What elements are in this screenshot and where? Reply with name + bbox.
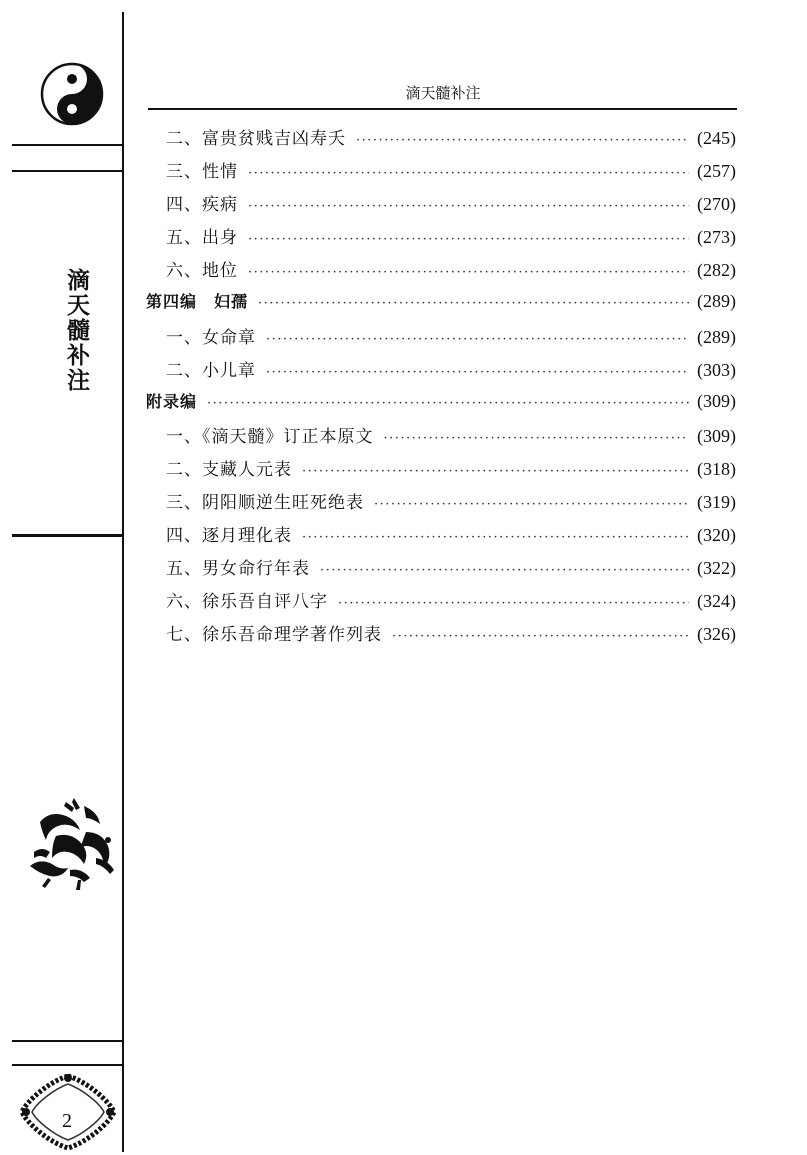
dot-leader xyxy=(248,232,689,247)
sidebar-rule-mid xyxy=(12,534,122,537)
sidebar-book-title: 滴天髓补注 xyxy=(63,268,89,393)
toc-entry[interactable] xyxy=(146,157,736,190)
toc-entry-title: 五、出身 xyxy=(166,228,238,249)
dot-leader xyxy=(356,133,689,148)
toc-entry-title: 二、富贵贫贱吉凶寿夭 xyxy=(166,129,346,149)
toc-entry-page: (320) xyxy=(697,525,736,546)
toc-entry-page: (319) xyxy=(697,492,736,513)
toc-entry-page: (289) xyxy=(697,291,736,312)
dot-leader xyxy=(266,332,689,347)
toc-entry-title: 附录编 xyxy=(146,391,198,411)
toc-entry-page: (309) xyxy=(697,425,736,446)
dot-leader xyxy=(248,265,689,280)
toc-entry-title: 一、女命章 xyxy=(166,327,256,348)
toc-entry-title: 二、支藏人元表 xyxy=(166,459,292,480)
dot-leader xyxy=(384,431,690,446)
toc-entry-title: 五、男女命行年表 xyxy=(166,559,310,580)
toc-entry-page: (309) xyxy=(697,390,736,411)
dot-leader xyxy=(266,365,689,380)
toc-entry[interactable] xyxy=(146,455,736,488)
toc-entry-page: (326) xyxy=(697,624,736,645)
toc-entry-page: (318) xyxy=(697,458,736,479)
toc-entry-page: (324) xyxy=(697,591,736,612)
toc-entry-title: 三、性情 xyxy=(166,162,238,183)
toc-entry[interactable] xyxy=(146,256,736,289)
toc-section-entry[interactable] xyxy=(146,389,736,422)
dot-leader xyxy=(302,530,689,545)
toc-entry-title: 四、逐月理化表 xyxy=(166,526,292,547)
dot-leader xyxy=(248,199,689,214)
table-of-contents xyxy=(146,124,736,654)
sidebar-rule-top-2 xyxy=(12,170,122,172)
page-number: 2 xyxy=(62,1110,72,1132)
toc-entry-page: (257) xyxy=(697,161,736,182)
toc-entry-page: (245) xyxy=(697,128,736,148)
toc-entry[interactable] xyxy=(146,422,736,455)
toc-entry[interactable] xyxy=(146,620,736,653)
toc-section-entry[interactable] xyxy=(146,289,736,322)
toc-entry[interactable] xyxy=(146,356,736,389)
dot-leader xyxy=(248,166,689,181)
header-rule xyxy=(148,108,737,110)
toc-entry-title: 六、地位 xyxy=(166,261,238,282)
toc-entry[interactable] xyxy=(146,223,736,256)
toc-entry-title: 三、阴阳顺逆生旺死绝表 xyxy=(166,493,364,514)
yin-yang-icon xyxy=(40,62,104,126)
dot-leader xyxy=(374,497,689,512)
toc-entry-title: 四、疾病 xyxy=(166,195,238,216)
dot-leader xyxy=(258,296,689,311)
dragon-icon xyxy=(26,792,120,892)
dot-leader xyxy=(207,396,689,411)
toc-entry[interactable] xyxy=(146,587,736,620)
toc-entry[interactable] xyxy=(146,488,736,521)
toc-entry-title: 六、徐乐吾自评八字 xyxy=(166,592,328,613)
toc-entry[interactable] xyxy=(146,190,736,223)
toc-entry[interactable] xyxy=(146,521,736,554)
toc-entry-title: 第四编 妇孺 xyxy=(146,292,249,312)
toc-entry[interactable] xyxy=(146,554,736,587)
toc-entry-page: (270) xyxy=(697,194,736,215)
running-header-title: 滴天髓补注 xyxy=(405,84,481,102)
toc-entry-title: 七、徐乐吾命理学著作列表 xyxy=(166,625,382,646)
dot-leader xyxy=(392,629,689,644)
toc-entry-page: (282) xyxy=(697,260,736,281)
toc-entry-page: (289) xyxy=(697,326,736,347)
sidebar-rule-bottom-1 xyxy=(12,1040,122,1042)
toc-entry-page: (303) xyxy=(697,359,736,380)
toc-entry[interactable] xyxy=(146,124,736,157)
sidebar-vertical-rule xyxy=(122,12,124,1152)
toc-entry-page: (273) xyxy=(697,227,736,248)
toc-entry-title: 一、《滴天髓》订正本原文 xyxy=(166,426,374,447)
dot-leader xyxy=(302,464,689,479)
toc-entry[interactable] xyxy=(146,323,736,356)
sidebar-rule-bottom-2 xyxy=(12,1064,122,1066)
toc-entry-title: 二、小儿章 xyxy=(166,360,256,381)
dot-leader xyxy=(338,596,689,611)
dot-leader xyxy=(320,563,689,578)
sidebar-rule-top-1 xyxy=(12,144,122,146)
toc-entry-page: (322) xyxy=(697,558,736,579)
